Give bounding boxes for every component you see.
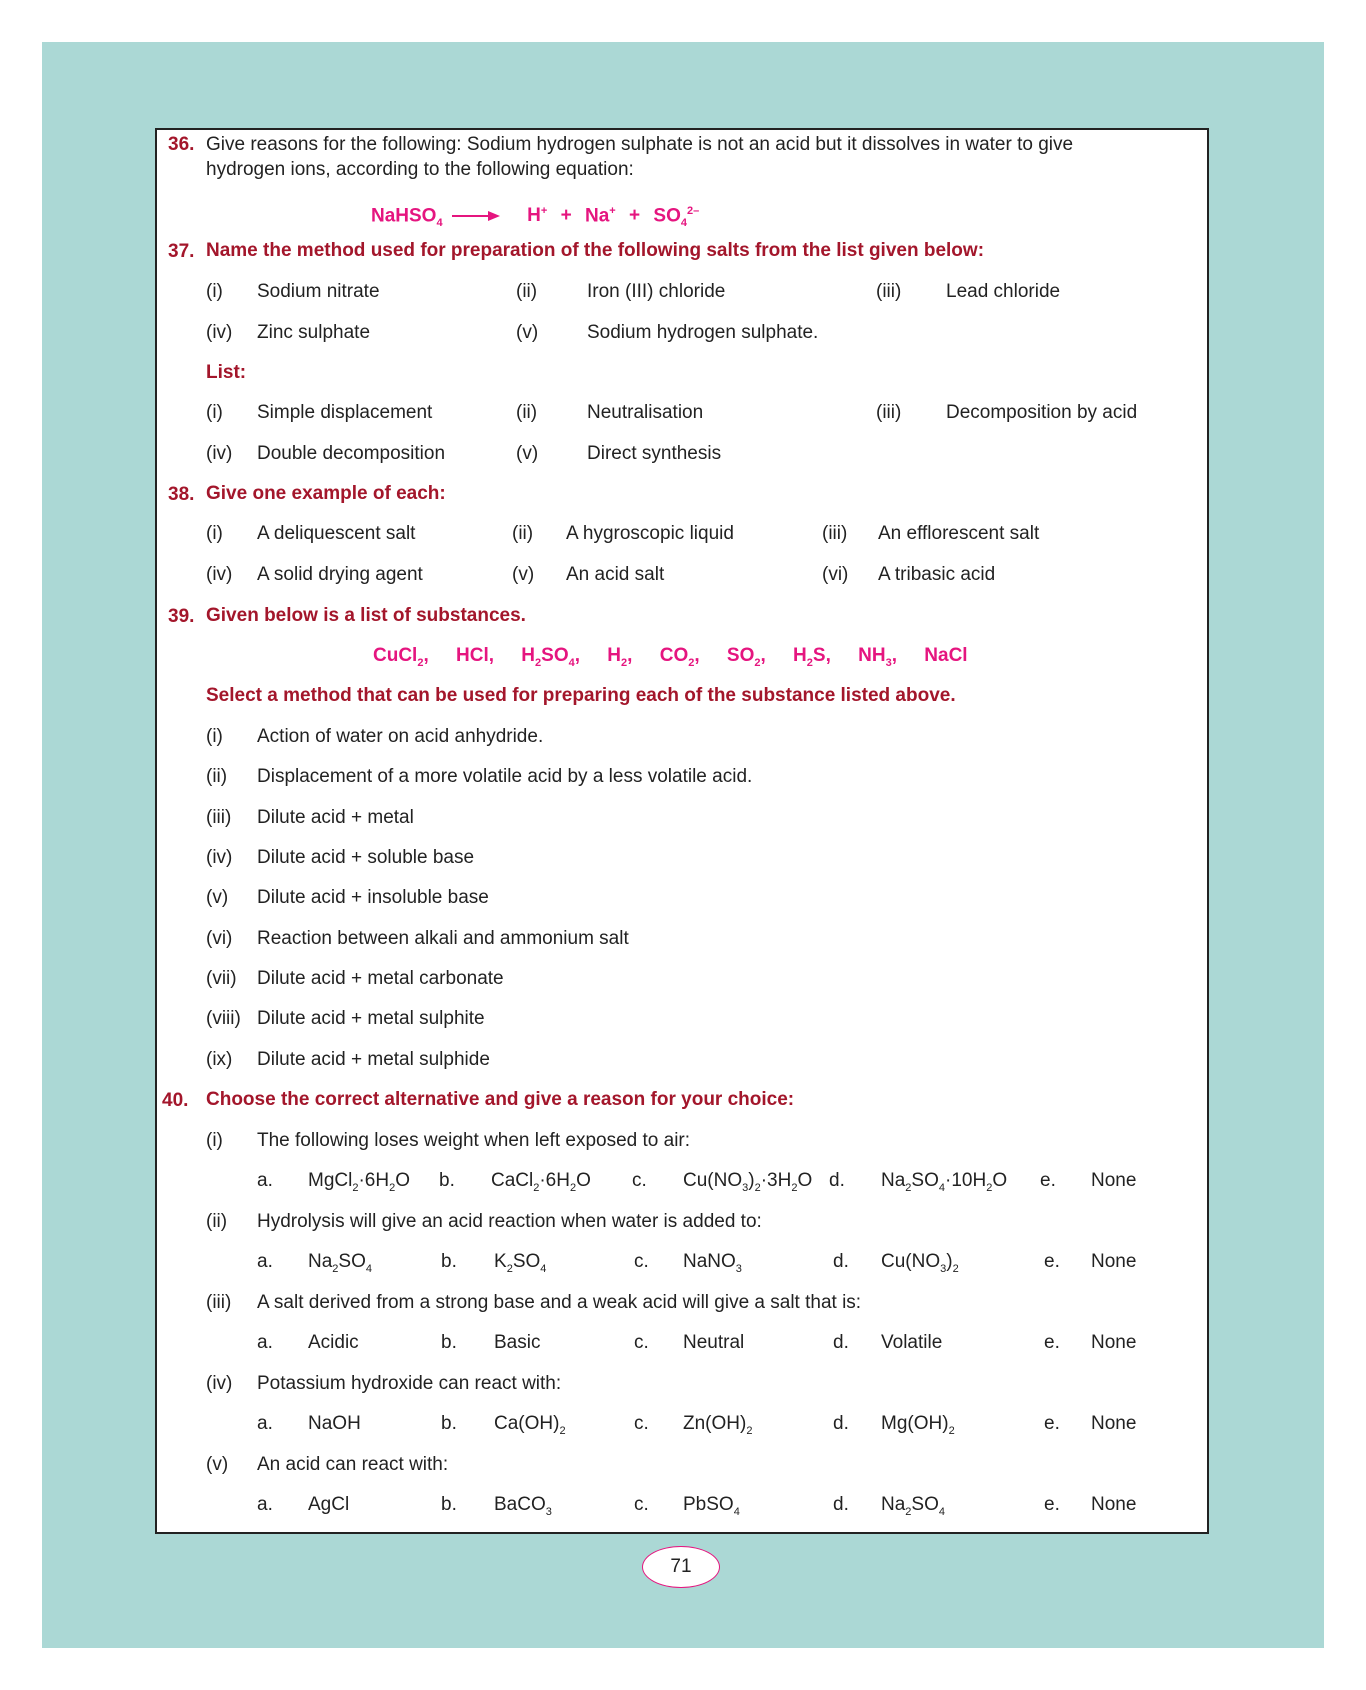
option-letter: b. — [441, 1494, 457, 1515]
list-item: (ii) — [206, 766, 228, 787]
list-item: Dilute acid + soluble base — [257, 847, 475, 868]
option-text: PbSO$_4$ — [683, 1494, 740, 1518]
list-item: (vi) — [822, 564, 849, 585]
q36-text-line2: hydrogen ions, according to the following equation: — [206, 159, 634, 180]
page-number: 71 — [642, 1546, 720, 1588]
list-item: (ii) — [512, 523, 534, 544]
option-text: AgCl — [308, 1494, 350, 1515]
option-letter: d. — [833, 1413, 849, 1434]
list-item: A deliquescent salt — [257, 523, 416, 544]
q37-text: Name the method used for preparation of the following salts from the list given below: — [206, 240, 985, 261]
option-letter: a. — [257, 1332, 273, 1353]
option-text: $MgCl_2\cdot 6H_2O$ — [308, 1170, 410, 1194]
list-item: (ii) — [516, 281, 538, 302]
q39-instruction: Select a method that can be used for preparing each of the substance listed above. — [206, 685, 956, 706]
q38-number: 38. — [168, 484, 195, 505]
list-item: An efflorescent salt — [878, 523, 1040, 544]
q36-text-line1: Give reasons for the following: Sodium hydrogen sulphate is not an acid but it dissolves in water to give — [206, 134, 1074, 155]
list-item: Potassium hydroxide can react with: — [257, 1373, 562, 1394]
option-letter: a. — [257, 1494, 273, 1515]
option-text: $Zn(OH)_2$ — [683, 1413, 753, 1437]
option-text: Basic — [494, 1332, 541, 1353]
option-letter: b. — [441, 1332, 457, 1353]
list-item: Sodium nitrate — [257, 281, 380, 302]
list-item: An acid salt — [566, 564, 665, 585]
option-letter: d. — [829, 1170, 845, 1191]
list-item: (iv) — [206, 1373, 233, 1394]
list-item: (i) — [206, 523, 223, 544]
list-item: Iron (III) chloride — [587, 281, 726, 302]
option-letter: e. — [1044, 1332, 1060, 1353]
option-text: Volatile — [881, 1332, 943, 1353]
q39-substances: CuCl$_2$, HCl, $H_2SO_4$, $H_2$, $CO_2$, $SO_2$, $H_2S$, $NH_3$, NaCl — [373, 645, 968, 669]
option-text: $K_2SO_4$ — [494, 1251, 547, 1275]
option-text: None — [1091, 1332, 1137, 1353]
list-item: Reaction between alkali and ammonium salt — [257, 928, 629, 949]
option-text: None — [1091, 1251, 1137, 1272]
list-item: (v) — [512, 564, 535, 585]
list-item: (v) — [516, 443, 539, 464]
option-text: $Mg(OH)_2$ — [881, 1413, 955, 1437]
q39-number: 39. — [168, 606, 195, 627]
option-letter: b. — [439, 1170, 455, 1191]
option-text: NaOH — [308, 1413, 361, 1434]
list-item: Dilute acid + metal carbonate — [257, 968, 504, 989]
list-item: Displacement of a more volatile acid by a less volatile acid. — [257, 766, 753, 787]
list-item: Simple displacement — [257, 402, 433, 423]
list-item: (i) — [206, 1130, 223, 1151]
list-item: Direct synthesis — [587, 443, 722, 464]
list-item: Action of water on acid anhydride. — [257, 726, 544, 747]
list-item: (iii) — [876, 402, 902, 423]
option-letter: c. — [634, 1332, 649, 1353]
list-item: (iv) — [206, 443, 233, 464]
list-item: (iv) — [206, 322, 233, 343]
option-text: $Cu(NO_3)_2\cdot 3H_2O$ — [683, 1170, 813, 1194]
option-letter: b. — [441, 1251, 457, 1272]
list-item: (ii) — [206, 1211, 228, 1232]
option-text: None — [1091, 1170, 1137, 1191]
list-item: (v) — [516, 322, 539, 343]
q36-number: 36. — [168, 134, 195, 155]
option-text: BaCO$_3$ — [494, 1494, 552, 1518]
list-item: Dilute acid + metal sulphite — [257, 1008, 485, 1029]
option-letter: d. — [833, 1494, 849, 1515]
list-item: The following loses weight when left exposed to air: — [257, 1130, 691, 1151]
list-item: (i) — [206, 281, 223, 302]
option-text: Neutral — [683, 1332, 745, 1353]
list-item: Zinc sulphate — [257, 322, 371, 343]
list-item: Lead chloride — [946, 281, 1061, 302]
option-text: Acidic — [308, 1332, 359, 1353]
list-item: (vi) — [206, 928, 233, 949]
list-item: An acid can react with: — [257, 1454, 449, 1475]
q37-list-label: List: — [206, 362, 247, 383]
option-text: $Ca(OH)_2$ — [494, 1413, 566, 1437]
list-item: (iii) — [876, 281, 902, 302]
option-letter: b. — [441, 1413, 457, 1434]
option-letter: e. — [1044, 1251, 1060, 1272]
list-item: Dilute acid + metal sulphide — [257, 1049, 490, 1070]
option-letter: c. — [634, 1413, 649, 1434]
option-text: NaNO$_3$ — [683, 1251, 742, 1275]
q40-text: Choose the correct alternative and give a reason for your choice: — [206, 1089, 795, 1110]
option-text: None — [1091, 1494, 1137, 1515]
option-letter: e. — [1040, 1170, 1056, 1191]
list-item: (iv) — [206, 847, 233, 868]
q37-number: 37. — [168, 241, 195, 262]
option-letter: d. — [833, 1251, 849, 1272]
option-letter: c. — [632, 1170, 647, 1191]
list-item: Hydrolysis will give an acid reaction when water is added to: — [257, 1211, 762, 1232]
list-item: (iv) — [206, 564, 233, 585]
list-item: (i) — [206, 402, 223, 423]
option-text: $Na_2SO_4$ — [308, 1251, 372, 1275]
option-letter: e. — [1044, 1494, 1060, 1515]
list-item: Neutralisation — [587, 402, 704, 423]
list-item: Decomposition by acid — [946, 402, 1138, 423]
option-letter: a. — [257, 1170, 273, 1191]
list-item: (v) — [206, 1454, 229, 1475]
q40-number: 40. — [162, 1090, 189, 1111]
q39-text: Given below is a list of substances. — [206, 605, 526, 626]
option-letter: a. — [257, 1251, 273, 1272]
list-item: (i) — [206, 726, 223, 747]
list-item: (iii) — [206, 807, 232, 828]
q36-equation: NaHSO$_4$ $H^+ + Na^+ + SO_4^{2-}$ — [371, 205, 700, 230]
option-text: $CaCl_2\cdot 6H_2O$ — [491, 1170, 591, 1194]
option-letter: e. — [1044, 1413, 1060, 1434]
list-item: Dilute acid + insoluble base — [257, 887, 489, 908]
reaction-arrow-icon — [452, 209, 500, 223]
list-item: (v) — [206, 887, 229, 908]
option-letter: c. — [634, 1494, 649, 1515]
option-text: $Na_2SO_4$ — [881, 1494, 945, 1518]
q38-text: Give one example of each: — [206, 483, 446, 504]
list-item: A hygroscopic liquid — [566, 523, 734, 544]
list-item: (ii) — [516, 402, 538, 423]
option-letter: d. — [833, 1332, 849, 1353]
option-text: $Na_2SO_4\cdot 10H_2O$ — [881, 1170, 1008, 1194]
list-item: A solid drying agent — [257, 564, 423, 585]
list-item: (viii) — [206, 1008, 241, 1029]
list-item: (vii) — [206, 968, 237, 989]
option-text: $Cu(NO_3)_2$ — [881, 1251, 959, 1275]
list-item: A salt derived from a strong base and a weak acid will give a salt that is: — [257, 1292, 862, 1313]
list-item: (ix) — [206, 1049, 233, 1070]
list-item: (iii) — [206, 1292, 232, 1313]
list-item: (iii) — [822, 523, 848, 544]
list-item: Sodium hydrogen sulphate. — [587, 322, 819, 343]
list-item: Dilute acid + metal — [257, 807, 414, 828]
option-letter: c. — [634, 1251, 649, 1272]
list-item: A tribasic acid — [878, 564, 996, 585]
option-letter: a. — [257, 1413, 273, 1434]
list-item: Double decomposition — [257, 443, 446, 464]
option-text: None — [1091, 1413, 1137, 1434]
